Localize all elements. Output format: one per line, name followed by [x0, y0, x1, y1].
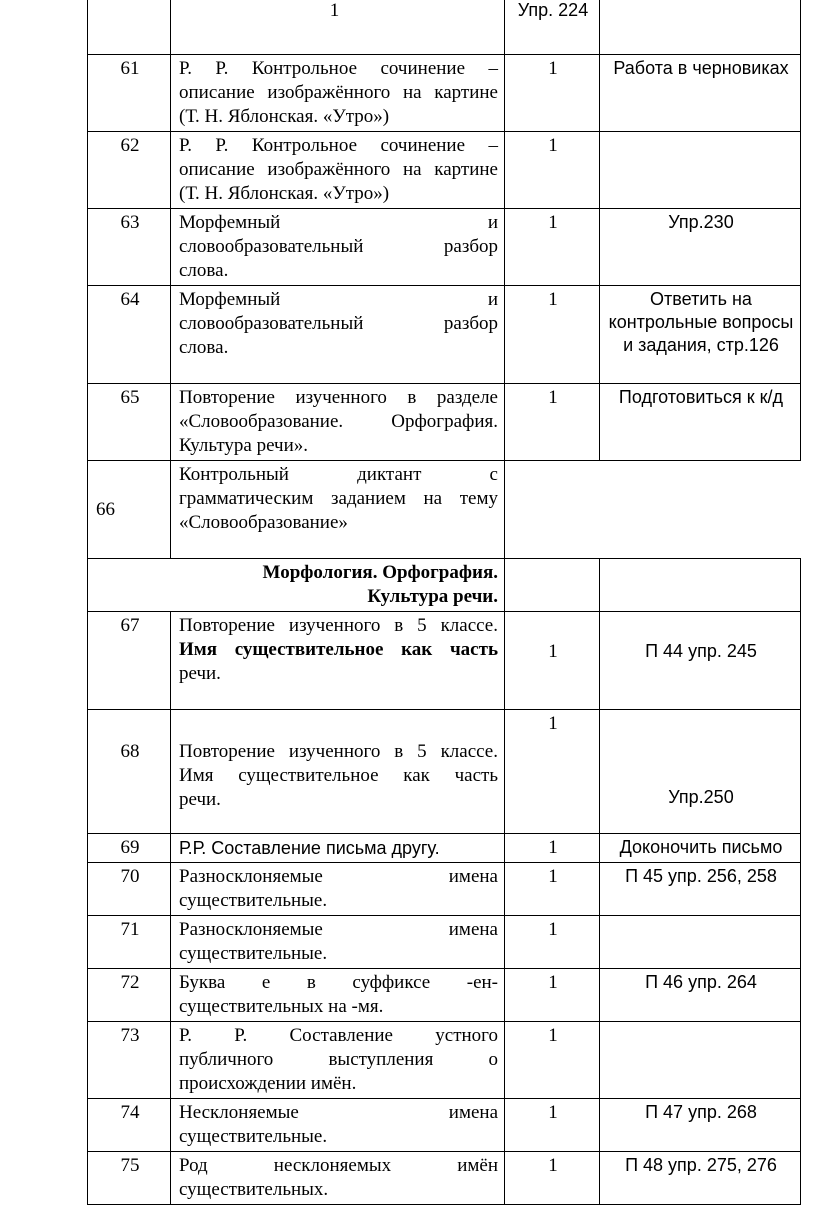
lesson-topic [171, 916, 505, 969]
topic-line: Повторение изученного в 5 классе. [179, 615, 498, 636]
topic-line: Р. Р. Контрольное сочинение – [179, 135, 498, 156]
empty-cell [88, 559, 171, 612]
table-row [88, 612, 801, 710]
homework-cell: П 44 упр. 245 [600, 612, 801, 710]
table-row [88, 969, 801, 1022]
topic-line: существительные. [179, 1126, 328, 1147]
table-row [88, 916, 801, 969]
section-row [88, 559, 801, 612]
lesson-number: 63 [88, 209, 171, 286]
topic-line: Несклоняемые имена [179, 1102, 498, 1123]
topic-line: Р. Р. Составление устного [179, 1025, 498, 1046]
table-row [88, 1152, 801, 1205]
homework-cell: Ответить на контрольные вопросы и задания, стр.126 [600, 286, 801, 384]
table-row [88, 209, 801, 286]
lesson-number: 72 [88, 969, 171, 1022]
topic-line: Морфемный и [179, 289, 498, 310]
table-row [88, 863, 801, 916]
topic-line: Морфемный и [179, 212, 498, 233]
empty-cell [600, 559, 801, 612]
hours-cell: 1 [505, 710, 600, 834]
lesson-topic [171, 863, 505, 916]
lesson-number: 73 [88, 1022, 171, 1099]
lesson-number: 62 [88, 132, 171, 209]
lesson-topic [171, 834, 505, 863]
lesson-plan-table [87, 0, 801, 1205]
hours-cell: 1 [505, 969, 600, 1022]
lesson-topic [171, 55, 505, 132]
topic-line: (Т. Н. Яблонская. «Утро») [179, 183, 390, 204]
table-row [88, 1099, 801, 1152]
topic-line: речи. [179, 663, 221, 684]
table-row [88, 461, 801, 559]
lesson-number: 75 [88, 1152, 171, 1205]
homework-cell [600, 132, 801, 209]
homework-cell [600, 1022, 801, 1099]
homework-cell: Подготовиться к к/д [600, 384, 801, 461]
hours-cell: 1 [505, 1152, 600, 1205]
topic-line: Р. Р. Контрольное сочинение – [179, 58, 498, 79]
topic-line: существительных на -мя. [179, 996, 384, 1017]
topic-line: Разносклоняемые имена [179, 866, 498, 887]
homework-cell: П 48 упр. 275, 276 [600, 1152, 801, 1205]
lesson-topic [171, 1099, 505, 1152]
topic-line: словообразовательный разбор [179, 236, 498, 257]
table-row [88, 710, 801, 834]
topic-line: слова. [179, 337, 229, 358]
table-row [88, 55, 801, 132]
topic-line: Буква е в суффиксе -ен- [179, 972, 498, 993]
empty-cell [505, 559, 600, 612]
homework-cell: Упр. 224 [505, 0, 600, 55]
homework-cell: Упр.250 [600, 710, 801, 834]
hours-cell: 1 [171, 0, 505, 55]
table-row [88, 834, 801, 863]
table-row [88, 286, 801, 384]
lesson-number: 64 [88, 286, 171, 384]
topic-line: (Т. Н. Яблонская. «Утро») [179, 106, 390, 127]
topic-line: Повторение изученного в 5 классе. [179, 741, 498, 762]
lesson-number: 71 [88, 916, 171, 969]
hours-cell: 1 [505, 916, 600, 969]
homework-cell-empty [600, 0, 801, 55]
lesson-topic [171, 384, 505, 461]
lesson-topic [171, 1152, 505, 1205]
table-row [88, 132, 801, 209]
topic-line: «Словообразование» [179, 512, 348, 533]
topic-line: Повторение изученного в разделе [179, 387, 498, 408]
topic-line: описание изображённого на картине [179, 159, 498, 180]
topic-line: описание изображённого на картине [179, 82, 498, 103]
topic-line: Имя существительное как часть [179, 639, 498, 660]
homework-cell: Упр.230 [600, 209, 801, 286]
hours-cell: 1 [505, 132, 600, 209]
topic-line: Имя существительное как часть [179, 765, 498, 786]
homework-cell: Доконочить письмо [600, 834, 801, 863]
hours-cell: 1 [505, 384, 600, 461]
topic-line: Р.Р. Составление письма другу. [179, 838, 440, 858]
homework-cell: П 45 упр. 256, 258 [600, 863, 801, 916]
hours-cell: 1 [505, 1099, 600, 1152]
lesson-number: 66 [88, 461, 171, 559]
lesson-topic [171, 1022, 505, 1099]
topic-line: существительных. [179, 1179, 329, 1200]
lesson-topic [171, 969, 505, 1022]
topic-line: существительные. [179, 890, 328, 911]
lesson-topic [171, 461, 505, 559]
empty-cell [505, 461, 801, 559]
topic-line: Разносклоняемые имена [179, 919, 498, 940]
lesson-number: 74 [88, 1099, 171, 1152]
topic-line: слова. [179, 260, 229, 281]
table-row [88, 384, 801, 461]
topic-line: существительные. [179, 943, 328, 964]
homework-cell: П 46 упр. 264 [600, 969, 801, 1022]
topic-line: «Словообразование. Орфография. [179, 411, 498, 432]
section-heading: Морфология. Орфография. Культура речи. [171, 559, 505, 612]
lesson-number: 69 [88, 834, 171, 863]
table-row [88, 1022, 801, 1099]
lesson-number: 61 [88, 55, 171, 132]
homework-cell [600, 916, 801, 969]
table-row [88, 0, 801, 55]
topic-line: грамматическим заданием на тему [179, 488, 498, 509]
hours-cell: 1 [505, 286, 600, 384]
topic-line: словообразовательный разбор [179, 313, 498, 334]
topic-line: происхождении имён. [179, 1073, 357, 1094]
topic-line: публичного выступления о [179, 1049, 498, 1070]
hours-cell: 1 [505, 612, 600, 710]
lesson-number: 65 [88, 384, 171, 461]
lesson-number: 67 [88, 612, 171, 710]
hours-cell: 1 [505, 1022, 600, 1099]
topic-line: Контрольный диктант с [179, 464, 498, 485]
hours-cell: 1 [505, 55, 600, 132]
lesson-topic [171, 286, 505, 384]
topic-line: речи. [179, 789, 221, 810]
hours-cell: 1 [505, 209, 600, 286]
homework-cell: П 47 упр. 268 [600, 1099, 801, 1152]
hours-cell: 1 [505, 863, 600, 916]
lesson-number [88, 0, 171, 55]
lesson-number: 68 [88, 710, 171, 834]
lesson-topic [171, 710, 505, 834]
topic-line: Род несклоняемых имён [179, 1155, 498, 1176]
homework-cell: Работа в черновиках [600, 55, 801, 132]
hours-cell: 1 [505, 834, 600, 863]
lesson-topic [171, 132, 505, 209]
lesson-topic [171, 612, 505, 710]
lesson-topic [171, 209, 505, 286]
topic-line: Культура речи». [179, 435, 309, 456]
lesson-number: 70 [88, 863, 171, 916]
